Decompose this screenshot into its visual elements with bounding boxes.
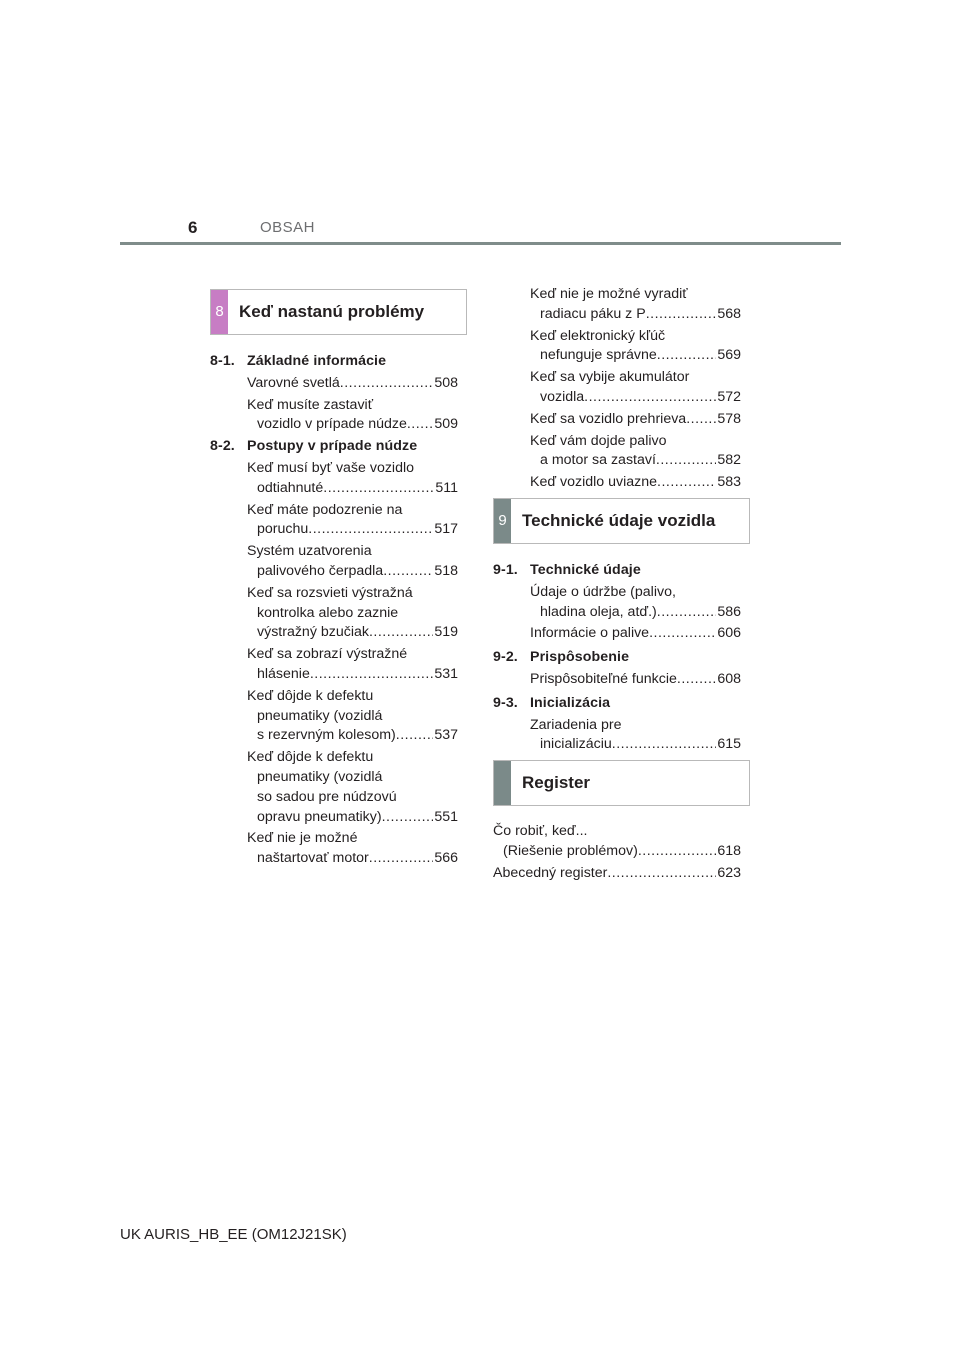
toc-entry[interactable]: Keď nie je možné naštartovať motor ..... 566	[247, 829, 458, 869]
section-9-header	[493, 498, 750, 544]
toc-column-right-top	[530, 285, 741, 493]
toc-entry[interactable]: Keď vozidlo uviazne ..... 583	[530, 473, 741, 493]
toc-entry[interactable]: Systém uzatvorenia palivového čerpadla ..... 518	[247, 542, 458, 582]
toc-category[interactable]: 8-2. Postupy v prípade núdze	[210, 438, 418, 455]
toc-entry[interactable]: Keď dôjde k defektu pneumatiky (vozidlá s rezervným kolesom) ..... 537	[247, 687, 458, 746]
toc-entry[interactable]: Keď sa zobrazí výstražné hlásenie ..... 531	[247, 645, 458, 685]
section-8-tab: 8	[211, 290, 228, 334]
section-9-title: Technické údaje vozidla	[522, 511, 716, 530]
section-9-tab: 9	[494, 499, 511, 543]
toc-entry[interactable]: Keď máte podozrenie na poruchu ..... 517	[247, 501, 458, 541]
toc-entry[interactable]: Keď sa vybije akumulátor vozidla ..... 572	[530, 368, 741, 408]
toc-category[interactable]: 8-1. Základné informácie	[210, 353, 387, 369]
toc-entry[interactable]: Údaje o údržbe (palivo, hladina oleja, atď.) ..... 586	[530, 583, 741, 623]
toc-entry[interactable]: Prispôsobiteľné funkcie ..... 608	[530, 670, 741, 690]
toc-entry[interactable]: Varovné svetlá ..... 508	[247, 374, 458, 394]
toc-entry[interactable]: Keď musíte zastaviť vozidlo v prípade núdze ..... 509	[247, 396, 458, 436]
toc-column-right-mid	[493, 561, 741, 755]
toc-entry[interactable]: Keď musí byť vaše vozidlo odtiahnuté ..... 511	[247, 459, 458, 499]
toc-entry[interactable]: Keď sa vozidlo prehrieva ..... 578	[530, 410, 741, 430]
header-divider	[120, 242, 841, 245]
toc-category[interactable]: 9-3. Inicializácia	[493, 694, 611, 711]
toc-column-right-bottom	[493, 822, 741, 883]
page-title: OBSAH	[260, 219, 316, 236]
toc-entry[interactable]: Keď dôjde k defektu pneumatiky (vozidlá so sadou pre núdzovú opravu pneumatiky) ..... 551	[247, 748, 458, 827]
page-number: 6	[188, 218, 198, 237]
toc-entry[interactable]: Čo robiť, keď... (Riešenie problémov) ..... 618	[493, 822, 741, 862]
register-title: Register	[522, 773, 591, 792]
register-header	[493, 760, 750, 806]
toc-entry[interactable]: Keď elektronický kľúč nefunguje správne ..... 569	[530, 327, 741, 367]
toc-category[interactable]: 9-1. Technické údaje	[493, 562, 641, 578]
toc-entry[interactable]: Informácie o palive ..... 606	[530, 624, 741, 644]
register-tab	[494, 761, 511, 805]
section-8-title: Keď nastanú problémy	[239, 302, 425, 321]
toc-entry[interactable]: Keď sa rozsvieti výstražná kontrolka alebo zaznie výstražný bzučiak ..... 519	[247, 584, 458, 643]
toc-category[interactable]: 9-2. Prispôsobenie	[493, 649, 630, 666]
document-code: UK AURIS_HB_EE (OM12J21SK)	[120, 1226, 347, 1243]
toc-entry[interactable]: Zariadenia pre inicializáciu ..... 615	[530, 716, 741, 756]
toc-entry[interactable]: Abecedný register ..... 623	[493, 864, 741, 884]
toc-entry[interactable]: Keď nie je možné vyradiť radiacu páku z P ..... 568	[530, 285, 741, 325]
toc-entry[interactable]: Keď vám dojde palivo a motor sa zastaví ..... 582	[530, 432, 741, 472]
toc-column-left	[210, 352, 458, 871]
section-8-header	[210, 289, 467, 335]
